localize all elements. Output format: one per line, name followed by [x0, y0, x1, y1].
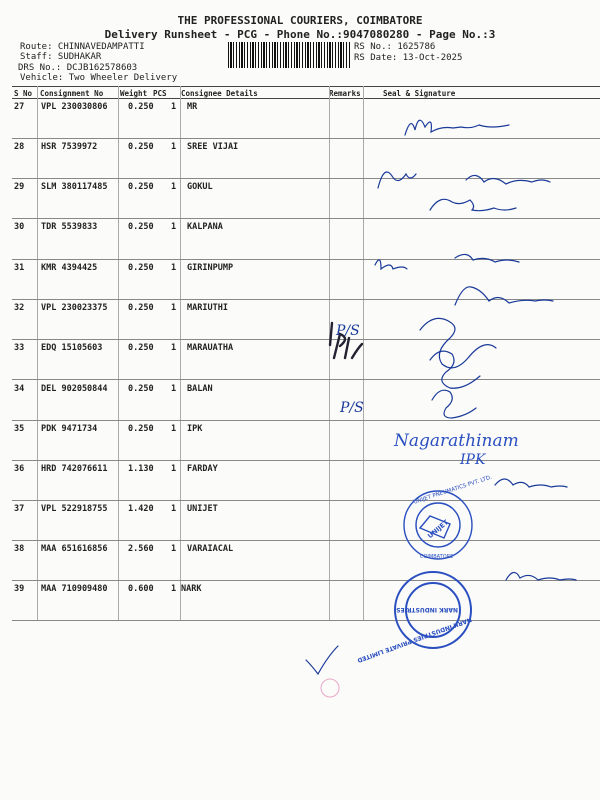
- row-weight: 1.420: [128, 504, 154, 514]
- row-sno: 32: [14, 303, 25, 313]
- row-sno: 30: [14, 222, 25, 232]
- unijet-stamp-center: UNIJET: [426, 518, 450, 541]
- row-consignment: HRD 742076611: [41, 464, 108, 474]
- row-sno: 38: [14, 544, 25, 554]
- unijet-stamp-text: UNIJET PNEUMATICS PVT. LTD.: [412, 474, 493, 506]
- row-consignee: SREE VIJAI: [187, 142, 239, 152]
- signature-scribble: [420, 318, 496, 367]
- row-consignee: BALAN: [187, 384, 213, 394]
- signature-scribble: [455, 287, 553, 305]
- remark-ps: P/S: [340, 400, 364, 416]
- row-weight: 0.600: [128, 584, 154, 594]
- row-consignment: MAA 651616856: [41, 544, 108, 554]
- faint-mark: [321, 679, 339, 697]
- row-sno: 35: [14, 424, 25, 434]
- row-pcs: 1: [171, 504, 177, 514]
- row-sno: 34: [14, 384, 25, 394]
- row-consignment: HSR 7539972: [41, 142, 98, 152]
- row-consignment: VPL 522918755: [41, 504, 108, 514]
- row-sno: 31: [14, 263, 25, 273]
- remark-ps: P/S: [336, 323, 360, 339]
- row-consignment: MAA 710909480: [41, 584, 108, 594]
- signature-scribble: [506, 572, 576, 580]
- row-weight: 0.250: [128, 222, 154, 232]
- row-consignment: PDK 9471734: [41, 424, 98, 434]
- row-weight: 0.250: [128, 182, 154, 192]
- row-sno: 37: [14, 504, 25, 514]
- row-consignee: MR: [187, 102, 198, 112]
- row-pcs: 1: [171, 263, 177, 273]
- unijet-stamp-city: COIMBATORE: [420, 554, 454, 560]
- signature-scribble: [378, 172, 550, 188]
- row-consignee: UNIJET: [187, 504, 218, 514]
- row-consignment: EDQ 15105603: [41, 343, 103, 353]
- staff-label: Staff: SUDHAKAR: [20, 52, 102, 62]
- row-consignee: VARAIACAL: [187, 544, 234, 554]
- row-weight: 2.560: [128, 544, 154, 554]
- row-pcs: 1: [171, 102, 177, 112]
- col-header-remarks: Remarks: [329, 89, 361, 98]
- col-header-consignee: Consignee Details: [181, 89, 258, 98]
- row-pcs: 1: [171, 424, 177, 434]
- nark-stamp-text: NARK INDUSTRIES PRIVATE LIMITED: [356, 615, 473, 664]
- row-consignee: MARIUTHI: [187, 303, 228, 313]
- row-sno: 27: [14, 102, 25, 112]
- row-weight: 0.250: [128, 263, 154, 273]
- runsheet-subtitle: Delivery Runsheet - PCG - Phone No.:9047080280 - Page No.:3: [104, 28, 496, 41]
- row-pcs: 1: [171, 384, 177, 394]
- col-header-consignment: Consignment No: [40, 89, 104, 98]
- nark-stamp-center: NARK INDUSTRIES: [396, 606, 458, 613]
- signature-scribble: [375, 254, 519, 269]
- row-consignee: FARDAY: [187, 464, 218, 474]
- row-consignee: NARK: [181, 584, 202, 594]
- receiver-name: Nagarathinam: [394, 431, 519, 451]
- receiver-company: IPK: [460, 452, 486, 468]
- row-consignment: SLM 380117485: [41, 182, 108, 192]
- row-sno: 29: [14, 182, 25, 192]
- row-pcs: 1: [171, 343, 177, 353]
- signature-scribble: [432, 390, 476, 418]
- row-weight: 1.130: [128, 464, 154, 474]
- signature-scribble: [495, 479, 567, 487]
- vehicle-label: Vehicle: Two Wheeler Delivery: [20, 73, 178, 83]
- row-weight: 0.250: [128, 343, 154, 353]
- signature-scribble: [405, 120, 509, 135]
- col-header-sno: S No: [14, 89, 33, 98]
- row-consignee: GIRINPUMP: [187, 263, 234, 273]
- row-sno: 28: [14, 142, 25, 152]
- row-sno: 36: [14, 464, 25, 474]
- signature-scribble: [430, 199, 516, 210]
- col-header-seal: Seal & Signature: [383, 89, 456, 98]
- company-title: THE PROFESSIONAL COURIERS, COIMBATORE: [177, 14, 423, 27]
- row-weight: 0.250: [128, 424, 154, 434]
- row-consignee: IPK: [187, 424, 203, 434]
- row-pcs: 1: [171, 303, 177, 313]
- rs-date: RS Date: 13-Oct-2025: [354, 53, 463, 63]
- row-consignee: KALPANA: [187, 222, 223, 232]
- row-pcs: 1: [171, 584, 177, 594]
- rs-number: RS No.: 1625786: [354, 42, 436, 52]
- row-pcs: 1: [171, 182, 177, 192]
- row-sno: 33: [14, 343, 25, 353]
- row-pcs: 1: [171, 544, 177, 554]
- row-pcs: 1: [171, 222, 177, 232]
- row-pcs: 1: [171, 464, 177, 474]
- row-weight: 0.250: [128, 142, 154, 152]
- row-consignment: DEL 902050844: [41, 384, 108, 394]
- signature-scribble: [430, 351, 480, 388]
- row-consignment: TDR 5539833: [41, 222, 98, 232]
- row-weight: 0.250: [128, 102, 154, 112]
- row-consignee: GOKUL: [187, 182, 213, 192]
- row-sno: 39: [14, 584, 25, 594]
- checkmark: [306, 646, 338, 674]
- route-label: Route: CHINNAVEDAMPATTI: [20, 42, 145, 52]
- col-header-weight: Weight: [120, 89, 148, 98]
- row-consignment: VPL 230023375: [41, 303, 108, 313]
- row-pcs: 1: [171, 142, 177, 152]
- row-weight: 0.250: [128, 303, 154, 313]
- col-header-pcs: PCS: [153, 89, 167, 98]
- row-weight: 0.250: [128, 384, 154, 394]
- row-consignee: MARAUATHA: [187, 343, 234, 353]
- row-consignment: KMR 4394425: [41, 263, 98, 273]
- row-consignment: VPL 230030806: [41, 102, 108, 112]
- drs-number: DRS No.: DCJB162578603: [18, 63, 138, 73]
